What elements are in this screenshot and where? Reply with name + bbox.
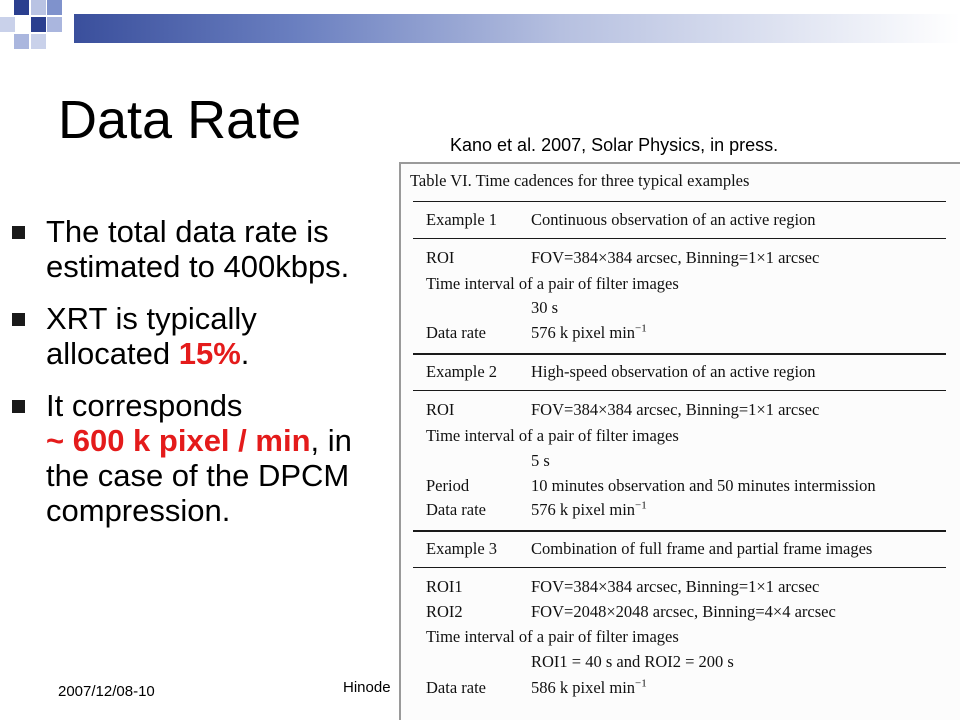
section-description: High-speed observation of an active region: [531, 362, 816, 381]
row-value: [531, 500, 647, 520]
table-rule: [413, 201, 946, 202]
row-label: Data rate: [426, 500, 486, 519]
slide-title: Data Rate: [58, 90, 302, 150]
row-label: ROI2: [426, 602, 463, 621]
row-value: [531, 678, 647, 698]
bullet-text-part: .: [240, 336, 250, 371]
square-bullet-icon: [12, 313, 25, 326]
row-label: Data rate: [426, 323, 486, 342]
row-value: 10 minutes observation and 50 minutes intermission: [531, 476, 876, 495]
bullet-text-part: , in the case of the DPCM compression.: [46, 423, 352, 528]
bullet-item: [12, 301, 402, 371]
footer-date: 2007/12/08-10: [58, 683, 155, 700]
row-value: FOV=2048×2048 arcsec, Binning=4×4 arcsec: [531, 602, 836, 621]
row-label: Time interval of a pair of filter images: [426, 627, 679, 646]
bullet-text: The total data rate is estimated to 400kbps.: [46, 214, 350, 284]
footer-conference: Hinode: [343, 679, 391, 696]
row-label: Time interval of a pair of filter images: [426, 274, 679, 293]
bullet-text: [46, 388, 401, 528]
square-bullet-icon: [12, 226, 25, 239]
deco-square: [0, 17, 15, 32]
row-label: ROI: [426, 248, 455, 267]
row-value: [531, 323, 647, 343]
header-gradient-band: [74, 14, 960, 43]
bullet-text-part: It corresponds: [46, 388, 243, 423]
deco-square: [47, 17, 62, 32]
section-label: Example 3: [426, 539, 498, 558]
highlight-percentage: 15%: [178, 336, 241, 371]
table-rule: [413, 353, 946, 355]
cadence-table-image: [399, 162, 960, 720]
deco-square: [14, 34, 29, 49]
deco-square: [31, 0, 46, 15]
row-value: FOV=384×384 arcsec, Binning=1×1 arcsec: [531, 248, 820, 267]
square-bullet-icon: [12, 400, 25, 413]
table-rule: [413, 390, 946, 391]
table-rule: [413, 238, 946, 239]
highlight-pixel-rate: ~ 600 k pixel / min: [46, 423, 311, 458]
row-value: FOV=384×384 arcsec, Binning=1×1 arcsec: [531, 577, 820, 596]
table-rule: [413, 530, 946, 532]
row-label: Data rate: [426, 678, 486, 697]
deco-square: [31, 34, 46, 49]
exponent: −1: [635, 677, 647, 690]
data-rate-value: 586 k pixel min: [531, 678, 636, 697]
data-rate-value: 576 k pixel min: [531, 500, 636, 519]
row-label: ROI1: [426, 577, 463, 596]
table-rule: [413, 567, 946, 568]
row-label: ROI: [426, 400, 455, 419]
row-value: ROI1 = 40 s and ROI2 = 200 s: [531, 652, 734, 671]
row-label: Period: [426, 476, 470, 495]
row-label: Time interval of a pair of filter images: [426, 426, 679, 445]
bullet-text-part: XRT is typically allocated: [46, 301, 257, 371]
exponent: −1: [635, 322, 647, 335]
row-value: 30 s: [531, 298, 559, 317]
row-value: FOV=384×384 arcsec, Binning=1×1 arcsec: [531, 400, 820, 419]
bullet-list: [12, 214, 402, 545]
bullet-item: [12, 214, 402, 284]
data-rate-value: 576 k pixel min: [531, 323, 636, 342]
deco-square: [31, 17, 46, 32]
deco-square: [14, 0, 29, 15]
section-label: Example 1: [426, 210, 498, 229]
citation: Kano et al. 2007, Solar Physics, in press.: [450, 135, 779, 155]
deco-square: [47, 0, 62, 15]
header-decoration: [0, 0, 960, 60]
row-value: 5 s: [531, 451, 550, 470]
section-label: Example 2: [426, 362, 498, 381]
section-description: Continuous observation of an active region: [531, 210, 816, 229]
bullet-text: [46, 301, 316, 371]
section-description: Combination of full frame and partial frame images: [531, 539, 873, 558]
table-caption: Table VI. Time cadences for three typical examples: [410, 171, 750, 190]
exponent: −1: [635, 499, 647, 512]
bullet-item: [12, 388, 402, 528]
